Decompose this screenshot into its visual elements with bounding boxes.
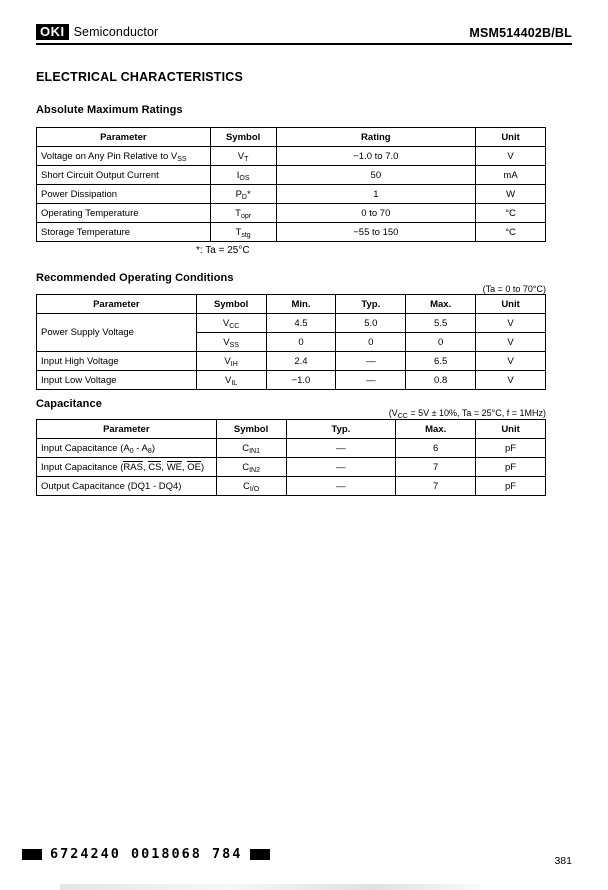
table-cell: $V_{IH}$ [196,352,266,371]
table-cell: 0 [266,333,336,352]
table-cell: °C [476,223,546,242]
table-cell: $C_{IN2}$ [216,458,286,477]
table-header-row [37,295,546,314]
brand-name: Semiconductor [73,25,159,39]
column-header: Parameter [37,295,197,314]
table-cell: — [336,371,406,390]
table-cell: Output Capacitance (DQ1 - DQ4) [37,477,217,496]
table-cell: −55 to 150 [276,223,476,242]
table-recommended-operating-conditions [36,294,546,390]
heading-absolute-maximum-ratings: Absolute Maximum Ratings [36,104,183,116]
page-header [36,24,572,45]
column-header: Unit [476,295,546,314]
table-header-row [37,128,546,147]
column-header: Symbol [216,420,286,439]
table-row [37,204,546,223]
column-header: Symbol [210,128,276,147]
table-cell: Input High Voltage [37,352,197,371]
table-row [37,477,546,496]
table-cell: 6 [396,439,476,458]
page-number: 381 [554,855,572,867]
table-row [37,147,546,166]
table-cell: pF [476,477,546,496]
table-cell: — [286,458,396,477]
barcode [22,846,270,862]
table-cell: Power Supply Voltage [37,314,197,352]
column-header: Unit [476,420,546,439]
note-recommended-operating-conditions: (Ta = 0 to 70°C) [482,284,546,294]
table-cell: 7 [396,477,476,496]
table-absolute-maximum-ratings [36,127,546,242]
table-row [37,314,546,333]
table-row [37,185,546,204]
footnote-absolute-maximum-ratings: *: Ta = 25°C [196,245,250,256]
column-header: Unit [476,128,546,147]
table-cell: $P_D*$ [210,185,276,204]
table-cell: Input Capacitance $(A_0 - A_8)$ [37,439,217,458]
table-cell: 1 [276,185,476,204]
table-row [37,223,546,242]
table-header-row [37,420,546,439]
table-cell: V [476,352,546,371]
table-cell: — [336,352,406,371]
brand [36,24,158,40]
table-cell: −1.0 to 7.0 [276,147,476,166]
table-cell: $V_{SS}$ [196,333,266,352]
table-cell: 0 to 70 [276,204,476,223]
table-row [37,352,546,371]
column-header: Typ. [336,295,406,314]
barcode-digits: 6724240 0018068 784 [50,846,243,862]
table-cell: 6.5 [406,352,476,371]
table-cell: — [286,477,396,496]
table-row [37,371,546,390]
table-cell: Input Capacitance (RAS, CS, WE, OE) [37,458,217,477]
table-cell: V [476,371,546,390]
table-cell: 5.5 [406,314,476,333]
table-cell: 7 [396,458,476,477]
heading-recommended-operating-conditions: Recommended Operating Conditions [36,272,234,284]
page-title: ELECTRICAL CHARACTERISTICS [36,70,244,84]
table-cell: $V_T$ [210,147,276,166]
table-cell: $T_{stg}$ [210,223,276,242]
barcode-block-right [250,849,270,860]
table-cell: W [476,185,546,204]
scan-artifact [60,884,480,890]
table-cell: 5.0 [336,314,406,333]
table-cell: V [476,333,546,352]
table-cell: 4.5 [266,314,336,333]
note-capacitance: ($V_{CC} = 5V \pm 10\%$, Ta = 25°C, f = 1MHz) [388,408,546,420]
table-cell: 0.8 [406,371,476,390]
table-cell: Storage Temperature [37,223,211,242]
column-header: Parameter [37,128,211,147]
table-cell: 0 [406,333,476,352]
table-cell: V [476,314,546,333]
column-header: Min. [266,295,336,314]
table-cell: 0 [336,333,406,352]
heading-capacitance: Capacitance [36,398,102,410]
table-cell: $C_{I/O}$ [216,477,286,496]
column-header: Max. [396,420,476,439]
barcode-block-left [22,849,42,860]
oki-logo: OKI [36,24,69,40]
column-header: Rating [276,128,476,147]
table-row [37,458,546,477]
table-row [37,439,546,458]
table-cell: Short Circuit Output Current [37,166,211,185]
table-cell: — [286,439,396,458]
table-cell: V [476,147,546,166]
table-cell: °C [476,204,546,223]
table-cell: $T_{opr}$ [210,204,276,223]
table-cell: Power Dissipation [37,185,211,204]
column-header: Parameter [37,420,217,439]
table-capacitance [36,419,546,496]
table-row [37,166,546,185]
column-header: Typ. [286,420,396,439]
column-header: Symbol [196,295,266,314]
table-cell: 2.4 [266,352,336,371]
table-cell: $I_{OS}$ [210,166,276,185]
table-cell: pF [476,458,546,477]
table-cell: 50 [276,166,476,185]
table-cell: $V_{CC}$ [196,314,266,333]
table-cell: pF [476,439,546,458]
table-cell: −1.0 [266,371,336,390]
table-cell: Operating Temperature [37,204,211,223]
table-cell: Input Low Voltage [37,371,197,390]
table-cell: $C_{IN1}$ [216,439,286,458]
table-cell: Voltage on Any Pin Relative to $V_{SS}$ [37,147,211,166]
table-cell: mA [476,166,546,185]
part-number: MSM514402B/BL [469,26,572,40]
table-cell: $V_{IL}$ [196,371,266,390]
column-header: Max. [406,295,476,314]
